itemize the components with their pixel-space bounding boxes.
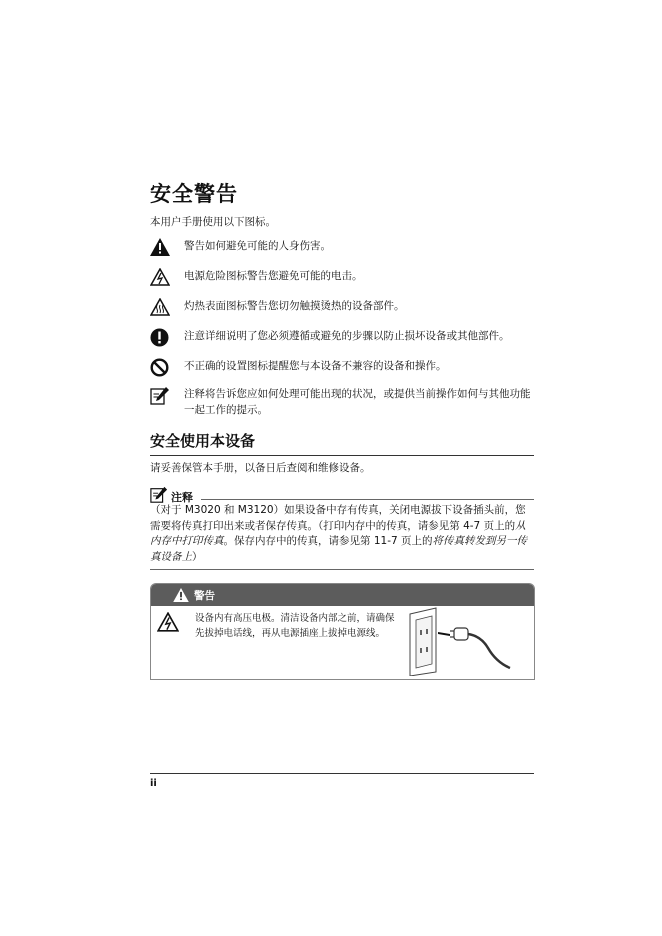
section-text: 请妥善保管本手册，以备日后查阅和维修设备。	[150, 462, 371, 474]
prohibited-icon	[150, 358, 184, 377]
note-pencil-icon	[150, 386, 184, 418]
icon-row-shock	[150, 268, 540, 286]
note-label: 注释	[171, 491, 193, 504]
warning-title: 警告	[194, 590, 215, 602]
icon-row-caution	[150, 328, 540, 347]
section-heading: 安全使用本设备	[150, 430, 534, 456]
warning-triangle-icon	[150, 238, 184, 256]
note-text-2: 。保存内存中的传真，请参见第 11-7 页上的	[223, 535, 433, 547]
icon-text: 电源危险图标警告您避免可能的电击。	[184, 270, 363, 282]
footer-divider	[150, 773, 534, 774]
icon-row-prohibited	[150, 358, 540, 377]
warning-text: 设备内有高压电极。清洁设备内部之前，请确保先拔掉电话线，再从电源插座上拔掉电源线。	[195, 613, 395, 639]
icon-row-warning	[150, 238, 540, 256]
warning-triangle-icon	[173, 587, 189, 606]
page-title: 安全警告	[150, 182, 238, 206]
icon-row-hot	[150, 298, 540, 316]
hot-surface-icon	[150, 298, 184, 316]
note-link-2: 将传真转发到另一传真设备上	[150, 535, 528, 563]
note-text-1: （对于 M3020 和 M3120）如果设备中存有传真，关闭电源拔下设备插头前，您需要将传真打印出来或者保存传真。（打印内存中的传真，请参见第 4-7 页上的	[150, 504, 526, 532]
icon-row-note	[150, 386, 540, 418]
divider	[201, 499, 534, 500]
unplug-illustration-icon	[406, 606, 516, 680]
icon-text: 不正确的设置图标提醒您与本设备不兼容的设备和操作。	[184, 360, 447, 372]
electric-shock-icon	[150, 268, 184, 286]
divider	[150, 569, 534, 570]
caution-exclamation-icon	[150, 328, 184, 347]
page-number: ii	[150, 778, 157, 789]
note-link-1: 从内存中打印传真	[150, 519, 526, 547]
icon-text: 注释将告诉您应如何处理可能出现的状况，或提供当前操作如何与其他功能一起工作的提示。	[184, 388, 531, 416]
note-body	[150, 503, 535, 565]
icon-text: 警告如何避免可能的人身伤害。	[184, 240, 331, 252]
intro-text: 本用户手册使用以下图标。	[150, 216, 276, 228]
icon-text: 灼热表面图标警告您切勿触摸烫热的设备部件。	[184, 300, 405, 312]
electric-shock-icon	[157, 612, 179, 636]
note-text-3: ）	[192, 550, 203, 563]
warning-box	[150, 583, 535, 680]
icon-text: 注意详细说明了您必须遵循或避免的步骤以防止损坏设备或其他部件。	[184, 330, 510, 342]
